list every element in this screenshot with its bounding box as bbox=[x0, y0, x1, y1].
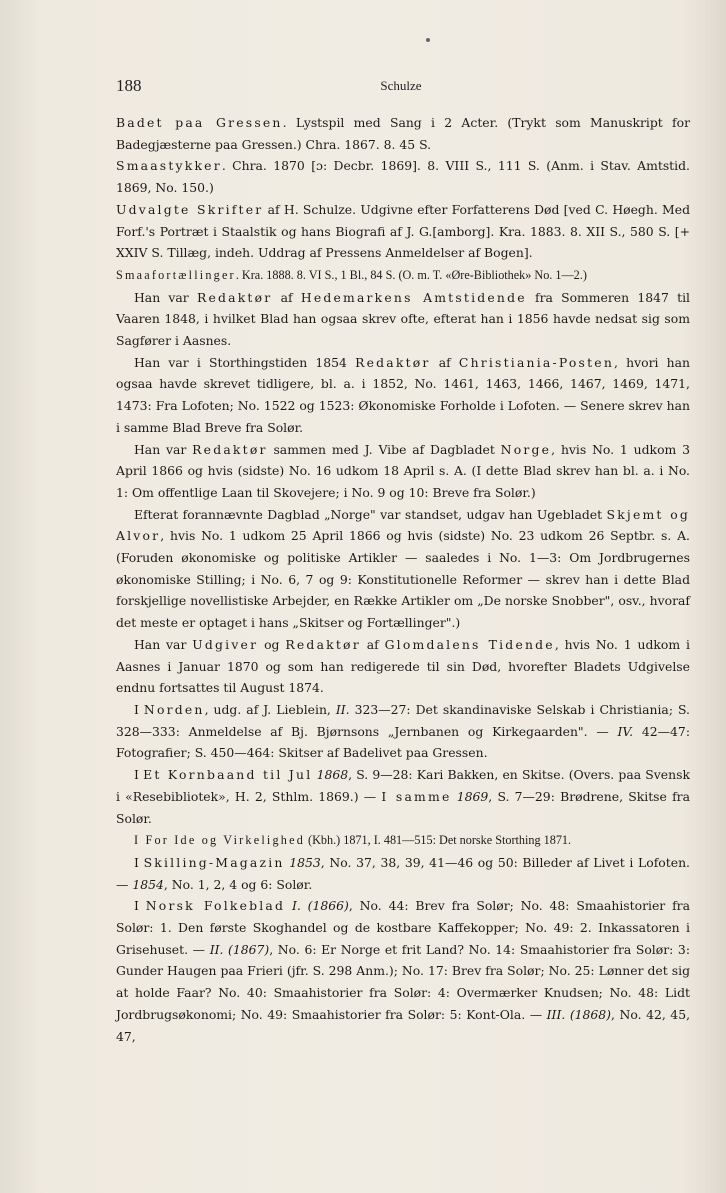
entry-text: Han var bbox=[134, 636, 193, 652]
entry-text: I bbox=[134, 701, 144, 717]
spaced-title: Norsk Folkeblad bbox=[145, 898, 286, 914]
running-head: Schulze bbox=[380, 78, 422, 93]
bibliography-entry bbox=[116, 699, 690, 764]
entry-text: , No. 1, 2, 4 og 6: Solør. bbox=[163, 876, 313, 892]
entry-text: af bbox=[430, 354, 459, 370]
spaced-title: Christiania-Posten bbox=[458, 354, 615, 370]
volume-ref: III. (1868) bbox=[546, 1006, 612, 1022]
spaced-title: Glomdalens Tidende bbox=[384, 636, 555, 652]
spaced-title: Redaktør bbox=[355, 354, 431, 370]
spaced-title: Udvalgte Skrifter bbox=[116, 201, 264, 217]
bibliography-entry bbox=[116, 829, 690, 852]
volume-ref: II. (1867) bbox=[209, 941, 270, 957]
entry-text: og bbox=[258, 636, 286, 652]
entry-text: . Kra. 1888. 8. VI S., 1 Bl., 84 S. (O. m. T. «Øre-Bibliothek» No. 1—2.) bbox=[235, 267, 587, 282]
spaced-title: Skilling-Magazin bbox=[143, 854, 285, 870]
spaced-title: Norden bbox=[143, 701, 205, 717]
entry-text: Han var bbox=[134, 289, 197, 305]
entry-text: . Lystspil med Sang i 2 Acter. (Trykt som Manuskript for Badegjæsterne paa Gressen.) Chra. 1867. 8. 45 S. bbox=[116, 115, 690, 152]
entry-text: Efterat forannævnte Dagblad „Norge" var standset, udgav han Ugebladet bbox=[134, 506, 607, 522]
volume-ref: 1854 bbox=[132, 876, 164, 892]
entry-text: , No. 44: Brev fra Solør; No. 48: Smaahistorier fra Solør: 1. Den første Skoghandel og de kostbare Kaffekopper; No. 49: 2. Inkassatoren i Grisehuset. — bbox=[116, 898, 690, 957]
volume-ref: I. (1866) bbox=[291, 898, 349, 914]
spaced-title: I For Ide og Virkelighed bbox=[134, 833, 305, 848]
bibliography-entry bbox=[116, 112, 690, 155]
bibliography-entry bbox=[116, 155, 690, 198]
entry-text: , S. 9—28: Kari Bakken, en Skitse. (Overs. paa Svensk i «Resebibliotek», H. 2, Sthlm. 1869.) — bbox=[116, 767, 690, 804]
entry-text: , hvis No. 1 udkom 3 April 1866 og hvis (sidste) No. 16 udkom 18 April s. A. (I dette Blad skrev han bl. a. i No. 1: Om offentlige Laan til Skovejere; i No. 9 og 10: Breve fra Solør.) bbox=[116, 441, 690, 500]
entry-text: I bbox=[134, 898, 146, 914]
bibliography-entry bbox=[116, 439, 690, 504]
spaced-title: Udgiver bbox=[192, 636, 259, 652]
spaced-title: Badet paa Gressen bbox=[116, 115, 283, 130]
entry-text: 42—47: Fotografier; S. 450—464: Skitser af Badelivet paa Gressen. bbox=[116, 723, 690, 761]
bibliography-entry bbox=[116, 634, 690, 699]
bibliography-entry bbox=[116, 895, 690, 1047]
spaced-title: Norge bbox=[500, 441, 552, 457]
entry-text: Han var i Storthingstiden 1854 bbox=[134, 354, 356, 370]
entry-text: , udg. af J. Lieblein, bbox=[204, 701, 336, 717]
entry-text: I bbox=[134, 767, 144, 783]
entry-text: , No. 42, 45, 47, bbox=[116, 1006, 691, 1044]
bibliography-entry bbox=[116, 352, 690, 439]
entry-text: , hvis No. 1 udkom i Aasnes i Januar 1870 og som han redigerede til sin Død, hvorefter Bladets Udgivelse endnu fortsattes til August 1874. bbox=[116, 636, 690, 696]
volume-ref: 1868 bbox=[316, 767, 349, 783]
spaced-title: Redaktør bbox=[196, 289, 273, 305]
bibliography-entry bbox=[116, 764, 690, 829]
entry-text: , hvori han ogsaa havde skrevet tidligere, bl. a. i 1852, No. 1461, 1463, 1466, 1467, 1469, 1471, 1473: Fra Lofoten; No. 1522 og 1523: Økonomiske Forholde i Lofoten. — Senere skrev han i samme Blad Breve fra Solør. bbox=[116, 354, 690, 435]
entry-text: , No. 6: Er Norge et frit Land? No. 14: Smaahistorier fra Solør: 3: Gunder Haugen paa Frieri (jfr. S. 298 Anm.); No. 17: Brev fra Solør; No. 25: Lønner det sig at holde Faar? No. 40: Smaahistorier fra Solør: 4: Overmærker Knudsen; No. 48: Lidt Jordbrugsøkonomi; No. 49: Smaahistorier fra Solør: 5: Kont-Ola. — bbox=[116, 941, 690, 1022]
spaced-title: I samme bbox=[381, 788, 452, 804]
bibliography-entry bbox=[116, 264, 690, 287]
spaced-title: Skjemt og Alvor bbox=[116, 506, 690, 544]
entry-text: sammen med J. Vibe af Dagbladet bbox=[267, 441, 501, 457]
spaced-title: Hedemarkens Amtstidende bbox=[300, 289, 527, 305]
spaced-title: Redaktør bbox=[285, 636, 361, 652]
entry-text: , hvis No. 1 udkom 25 April 1866 og hvis (sidste) No. 23 udkom 26 Septbr. s. A. (Foruden økonomiske og politiske Artikler — saaledes i No. 1—3: Om Jordbrugernes økonomiske Stilling; i No. 6, 7 og 9: Konstitutionelle Reformer — skrev han i dette Blad forskjellige novellistiske Arbejder, en Række Artikler om „De norske Snobber", osv., hvoraf det meste er optaget i hans „Skitser og Fortællinger".) bbox=[116, 528, 690, 631]
bibliography-entry bbox=[116, 199, 690, 264]
bibliography-entry bbox=[116, 504, 690, 634]
volume-ref: 1869 bbox=[456, 788, 489, 804]
volume-ref: IV. bbox=[617, 723, 634, 739]
bibliography-body bbox=[116, 112, 690, 1047]
entry-text: , No. 37, 38, 39, 41—46 og 50: Billeder af Livet i Lofoten. — bbox=[116, 854, 690, 892]
ink-speck bbox=[426, 38, 430, 42]
entry-text: 323—27: Det skandinaviske Selskab i Christiania; S. 328—333: Anmeldelse af Bj. Bjørnsons „Jernbanen og Kirkegaarden". — bbox=[116, 701, 690, 739]
spaced-title: Et Kornbaand til Jul bbox=[143, 767, 313, 783]
entry-text bbox=[285, 898, 292, 913]
page-header bbox=[116, 76, 686, 100]
entry-text: . Chra. 1870 [ɔ: Decbr. 1869]. 8. VIII S., 111 S. (Anm. i Stav. Amtstid. 1869, No. 150.) bbox=[116, 158, 690, 196]
volume-ref: 1853 bbox=[289, 854, 321, 870]
entry-text: I bbox=[134, 854, 144, 870]
entry-text: (Kbh.) 1871, I. 481—515: Det norske Storthing 1871. bbox=[304, 833, 572, 848]
entry-text: Han var bbox=[134, 441, 193, 457]
volume-ref: II. bbox=[335, 701, 350, 717]
bibliography-entry bbox=[116, 852, 690, 895]
spaced-title: Smaastykker bbox=[116, 158, 222, 174]
bibliography-entry bbox=[116, 287, 690, 352]
entry-text: fra Sommeren 1847 til Vaaren 1848, i hvilket Blad han ogsaa skrev ofte, efterat han i 1856 havde nedsat sig som Sagfører i Aasnes. bbox=[116, 289, 690, 349]
entry-text: af bbox=[360, 636, 385, 652]
entry-text: af H. Schulze. Udgivne efter Forfatterens Død [ved C. Høegh. Med Forf.'s Portræt i Staalstik og hans Biografi af J. G.[amborg]. Kra. 1883. 8. XII S., 580 S. [+ XXIV S. Tillæg, indeh. Uddrag af Pressens Anmeldelser af Bogen]. bbox=[116, 201, 691, 261]
spaced-title: Redaktør bbox=[192, 441, 268, 457]
spaced-title: Smaafortællinger bbox=[116, 267, 236, 282]
entry-text: , S. 7—29: Brødrene, Skitse fra Solør. bbox=[116, 788, 690, 826]
page-number: 188 bbox=[116, 76, 142, 95]
entry-text: af bbox=[272, 289, 301, 305]
